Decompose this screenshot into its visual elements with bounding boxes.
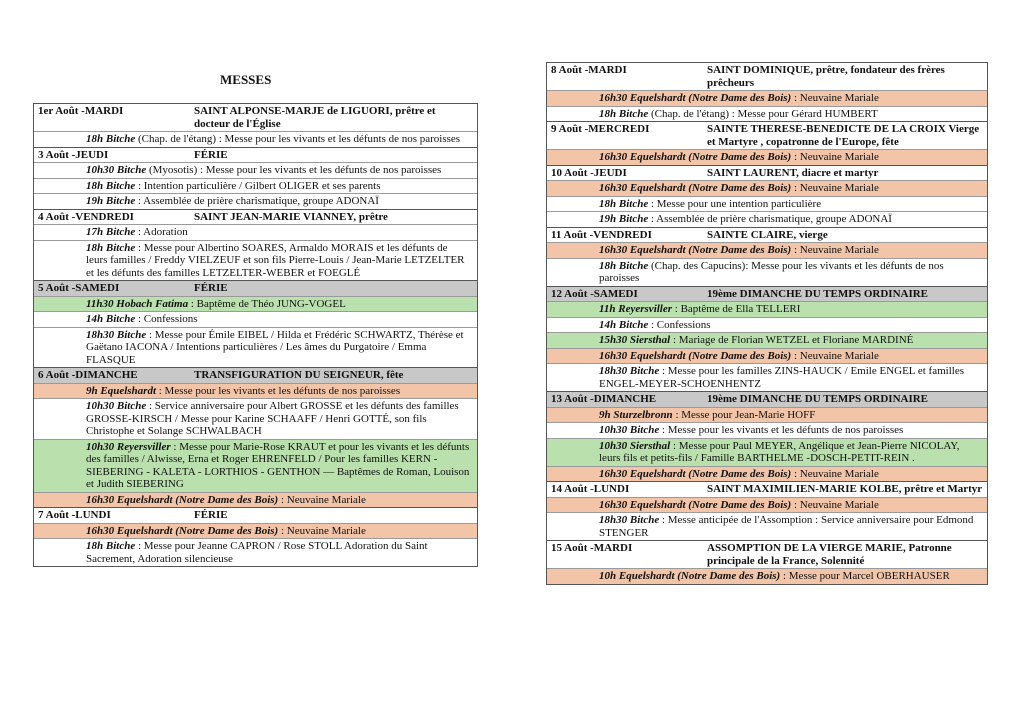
mass-time-place: 18h Bitche xyxy=(86,133,136,145)
day-header xyxy=(547,228,987,243)
mass-intention: : Mariage de Florian WETZEL et Floriane MARDINÉ xyxy=(670,334,914,346)
mass-time-place: 11h30 Hobach Fatima xyxy=(86,297,189,310)
mass-time-place: 18h Bitche xyxy=(599,259,649,272)
mass-intention: (Chap. de l'étang) : Messe pour les vivants et les défunts de nos paroisses xyxy=(135,133,461,145)
mass-time-place: 10h30 Bitche xyxy=(86,400,147,412)
liturgical-feast: TRANSFIGURATION DU SEIGNEUR, fête xyxy=(194,369,404,381)
day-date: 1er Août -MARDI xyxy=(38,105,124,117)
day-header xyxy=(547,122,987,149)
mass-time-place: 16h30 Equelshardt (Notre Dame des Bois) xyxy=(599,151,792,163)
mass-intention: (Myosotis) : Messe pour les vivants et les défunts de nos paroisses xyxy=(146,164,442,176)
mass-intention: : Messe pour Jeanne CAPRON / Rose STOLL Adoration du Saint Sacrement, Adoration silencieuse xyxy=(86,540,428,565)
liturgical-feast: FÉRIE xyxy=(194,282,228,294)
mass-line xyxy=(547,438,987,466)
liturgical-feast: SAINT LAURENT, diacre et martyr xyxy=(707,166,879,179)
mass-line xyxy=(34,327,477,368)
mass-line xyxy=(547,196,987,212)
mass-line xyxy=(547,422,987,438)
mass-time-place: 16h30 Equelshardt (Notre Dame des Bois) xyxy=(599,498,792,511)
day-date: 11 Août -VENDREDI xyxy=(551,228,652,241)
day-date: 15 Août -MARDI xyxy=(551,542,633,554)
day-date: 12 Août -SAMEDI xyxy=(551,287,638,300)
mass-time-place: 16h30 Equelshardt (Notre Dame des Bois) xyxy=(599,182,792,194)
day-entry xyxy=(34,209,477,281)
mass-time-place: 10h30 Bitche xyxy=(599,424,660,436)
mass-line xyxy=(34,538,477,566)
mass-intention: : Neuvaine Mariale xyxy=(791,92,879,104)
mass-intention: : Messe pour Émile EIBEL / Hilda et Frédéric SCHWARTZ, Thérèse et Gaëtano IACONA / Intentions particulières / Les âmes du Purgatoire / Emma FLASQUE xyxy=(86,328,464,366)
mass-intention: : Baptême de Ella TELLERI xyxy=(672,303,801,315)
mass-intention: : Neuvaine Mariale xyxy=(791,182,879,194)
day-date: 13 Août -DIMANCHE xyxy=(551,393,657,405)
day-header xyxy=(34,148,477,163)
day-header xyxy=(34,281,477,296)
day-header xyxy=(547,287,987,302)
mass-time-place: 10h30 Bitche xyxy=(86,164,147,176)
day-date: 14 Août -LUNDI xyxy=(551,483,630,495)
mass-time-place: 10h30 Siersthal xyxy=(599,439,671,452)
day-date: 5 Août -SAMEDI xyxy=(38,282,120,294)
mass-time-place: 18h30 Bitche xyxy=(86,328,147,341)
mass-line xyxy=(547,301,987,317)
day-header xyxy=(34,104,477,131)
day-date: 8 Août -MARDI xyxy=(551,64,627,76)
liturgical-feast: SAINTE THERESE-BENEDICTE DE LA CROIX Vierge et Martyre , copatronne de l'Europe, fête xyxy=(707,123,980,148)
day-entry xyxy=(547,165,987,227)
mass-intention: : Baptême de Théo JUNG-VOGEL xyxy=(188,297,346,310)
mass-line xyxy=(547,180,987,196)
mass-intention: : Neuvaine Mariale xyxy=(791,467,879,480)
mass-line xyxy=(34,398,477,439)
mass-time-place: 11h Reyersviller xyxy=(599,303,673,315)
mass-line xyxy=(34,178,477,194)
mass-line xyxy=(547,466,987,482)
day-header xyxy=(547,392,987,407)
mass-intention: : Confessions xyxy=(648,318,711,331)
mass-intention: : Service anniversaire pour Albert GROSSE et les défunts des familles GROSSE-KIRSCH / Messe pour Karine SCHAAFF / Henri GOTTÉ, son fils Christophe et Solange SCHWALBACH xyxy=(86,400,459,437)
mass-intention: : Messe pour Marie-Rose KRAUT et pour les vivants et les défunts des familles / Alwisse, Erna et Roger EHRENFELD / Pour les familles KERN - SIEBERING - KALETA - LORTHIOS - GENTHON — Baptêmes de Roman, Louison et Judith SIEBERING xyxy=(86,440,470,490)
mass-intention: : Messe pour Jean-Marie HOFF xyxy=(672,408,816,421)
mass-time-place: 16h30 Equelshardt (Notre Dame des Bois) xyxy=(86,524,279,537)
mass-intention: : Assemblée de prière charismatique, groupe ADONAÏ xyxy=(648,213,892,225)
mass-time-place: 16h30 Equelshardt (Notre Dame des Bois) xyxy=(599,244,792,256)
mass-line xyxy=(547,407,987,423)
liturgical-feast: SAINT DOMINIQUE, prêtre, fondateur des frères prêcheurs xyxy=(707,64,945,89)
day-header xyxy=(34,368,477,383)
liturgical-feast: SAINTE CLAIRE, vierge xyxy=(707,228,828,241)
mass-time-place: 14h Bitche xyxy=(86,313,136,325)
mass-time-place: 18h30 Bitche xyxy=(599,514,660,526)
mass-time-place: 16h30 Equelshardt (Notre Dame des Bois) xyxy=(86,493,279,506)
day-entry xyxy=(547,121,987,165)
mass-line xyxy=(547,242,987,258)
mass-time-place: 18h30 Bitche xyxy=(599,365,660,377)
day-date: 3 Août -JEUDI xyxy=(38,148,109,161)
day-entry xyxy=(547,481,987,540)
day-header xyxy=(34,210,477,225)
mass-intention: : Messe pour Albertino SOARES, Armaldo MORAIS et les défunts de leurs familles / Freddy VIELZEUF et son fils Pierre-Louis / Jean-Marie LETZELTER et les défunts des familles LETZELTER-WEBER et FOEGLÉ xyxy=(86,241,465,279)
mass-line xyxy=(547,211,987,227)
mass-line xyxy=(34,240,477,281)
day-entry xyxy=(547,391,987,481)
page-title: MESSES xyxy=(220,72,272,87)
mass-time-place: 18h Bitche xyxy=(599,107,649,120)
mass-time-place: 18h Bitche xyxy=(86,540,136,552)
mass-line xyxy=(34,131,477,147)
mass-intention: : Neuvaine Mariale xyxy=(791,151,879,163)
mass-line xyxy=(34,439,477,492)
day-entry xyxy=(34,507,477,566)
mass-line xyxy=(34,193,477,209)
day-date: 9 Août -MERCREDI xyxy=(551,123,650,135)
mass-intention: : Neuvaine Mariale xyxy=(791,349,879,362)
mass-line xyxy=(547,568,987,584)
mass-schedule-left xyxy=(33,103,478,567)
mass-line xyxy=(547,258,987,286)
day-header xyxy=(547,482,987,497)
day-entry xyxy=(547,540,987,584)
mass-intention: : Messe pour Marcel OBERHAUSER xyxy=(780,570,950,582)
day-date: 10 Août -JEUDI xyxy=(551,166,627,179)
liturgical-feast: ASSOMPTION DE LA VIERGE MARIE, Patronne principale de la France, Solennité xyxy=(707,542,952,567)
mass-intention: : Messe pour une intention particulière xyxy=(648,197,822,210)
mass-time-place: 16h30 Equelshardt (Notre Dame des Bois) xyxy=(599,92,792,104)
liturgical-feast: SAINT MAXIMILIEN-MARIE KOLBE, prêtre et Martyr xyxy=(707,483,983,495)
mass-line xyxy=(34,162,477,178)
mass-intention: : Adoration xyxy=(135,226,188,238)
mass-intention: : Messe pour les familles ZINS-HAUCK / Emile ENGEL et familles ENGEL-MEYER-SCHOENHENTZ xyxy=(599,365,964,390)
mass-intention: : Neuvaine Mariale xyxy=(791,498,879,511)
mass-line xyxy=(34,492,477,508)
mass-time-place: 9h Equelshardt xyxy=(86,384,156,397)
mass-line xyxy=(547,149,987,165)
mass-intention: : Neuvaine Mariale xyxy=(278,493,366,506)
day-entry xyxy=(34,367,477,507)
mass-time-place: 10h30 Reyersviller xyxy=(86,440,171,453)
day-date: 4 Août -VENDREDI xyxy=(38,210,134,223)
mass-time-place: 18h Bitche xyxy=(86,179,136,192)
mass-intention: : Assemblée de prière charismatique, groupe ADONAÏ xyxy=(135,195,379,207)
mass-line xyxy=(34,383,477,399)
mass-line xyxy=(547,363,987,391)
mass-time-place: 16h30 Equelshardt (Notre Dame des Bois) xyxy=(599,467,792,480)
liturgical-feast: 19ème DIMANCHE DU TEMPS ORDINAIRE xyxy=(707,393,929,405)
mass-intention: : Intention particulière / Gilbert OLIGER et ses parents xyxy=(135,179,381,192)
mass-intention: : Confessions xyxy=(135,313,198,325)
day-entry xyxy=(547,63,987,121)
mass-time-place: 16h30 Equelshardt (Notre Dame des Bois) xyxy=(599,349,792,362)
mass-time-place: 18h Bitche xyxy=(599,197,649,210)
day-header xyxy=(547,166,987,181)
mass-intention: (Chap. des Capucins): Messe pour les vivants et les défunts de nos paroisses xyxy=(599,259,944,284)
liturgical-feast: SAINT ALPONSE-MARJE de LIGUORI, prêtre et docteur de l'Église xyxy=(194,105,436,130)
mass-intention: (Chap. de l'étang) : Messe pour Gérard HUMBERT xyxy=(648,107,878,120)
day-date: 7 Août -LUNDI xyxy=(38,509,111,521)
mass-line xyxy=(547,512,987,540)
mass-time-place: 19h Bitche xyxy=(599,213,649,225)
day-header xyxy=(34,508,477,523)
mass-line xyxy=(34,523,477,539)
day-entry xyxy=(547,227,987,286)
mass-line xyxy=(34,296,477,312)
mass-time-place: 10h Equelshardt (Notre Dame des Bois) xyxy=(599,570,781,582)
mass-intention: : Neuvaine Mariale xyxy=(278,524,366,537)
mass-line xyxy=(34,224,477,240)
mass-time-place: 15h30 Siersthal xyxy=(599,334,671,346)
mass-line xyxy=(547,90,987,106)
liturgical-feast: FÉRIE xyxy=(194,148,228,161)
mass-line xyxy=(547,497,987,513)
mass-schedule-right xyxy=(546,62,988,585)
day-entry xyxy=(547,286,987,392)
mass-line xyxy=(547,348,987,364)
mass-line xyxy=(547,106,987,122)
mass-time-place: 18h Bitche xyxy=(86,241,136,254)
mass-time-place: 14h Bitche xyxy=(599,318,649,331)
mass-line xyxy=(547,317,987,333)
day-header xyxy=(547,541,987,568)
liturgical-feast: FÉRIE xyxy=(194,509,228,521)
mass-line xyxy=(547,332,987,348)
day-entry xyxy=(34,104,477,147)
mass-intention: : Messe pour les vivants et les défunts de nos paroisses xyxy=(156,384,401,397)
mass-time-place: 9h Sturzelbronn xyxy=(599,408,673,421)
day-header xyxy=(547,63,987,90)
day-entry xyxy=(34,147,477,209)
mass-time-place: 17h Bitche xyxy=(86,226,136,238)
mass-intention: : Messe pour Paul MEYER, Angélique et Jean-Pierre NICOLAY, leurs fils et petits-fils / Famille BARTHELME -DOSCH-PETIT-REIN . xyxy=(599,439,960,464)
mass-line xyxy=(34,311,477,327)
liturgical-feast: 19ème DIMANCHE DU TEMPS ORDINAIRE xyxy=(707,287,929,300)
mass-intention: : Messe pour les vivants et les défunts de nos paroisses xyxy=(659,424,904,436)
mass-time-place: 19h Bitche xyxy=(86,195,136,207)
day-date: 6 Août -DIMANCHE xyxy=(38,369,138,381)
liturgical-feast: SAINT JEAN-MARIE VIANNEY, prêtre xyxy=(194,210,388,223)
day-entry xyxy=(34,280,477,367)
mass-intention: : Neuvaine Mariale xyxy=(791,244,879,256)
mass-intention: : Messe anticipée de l'Assomption : Service anniversaire pour Edmond STENGER xyxy=(599,514,974,539)
